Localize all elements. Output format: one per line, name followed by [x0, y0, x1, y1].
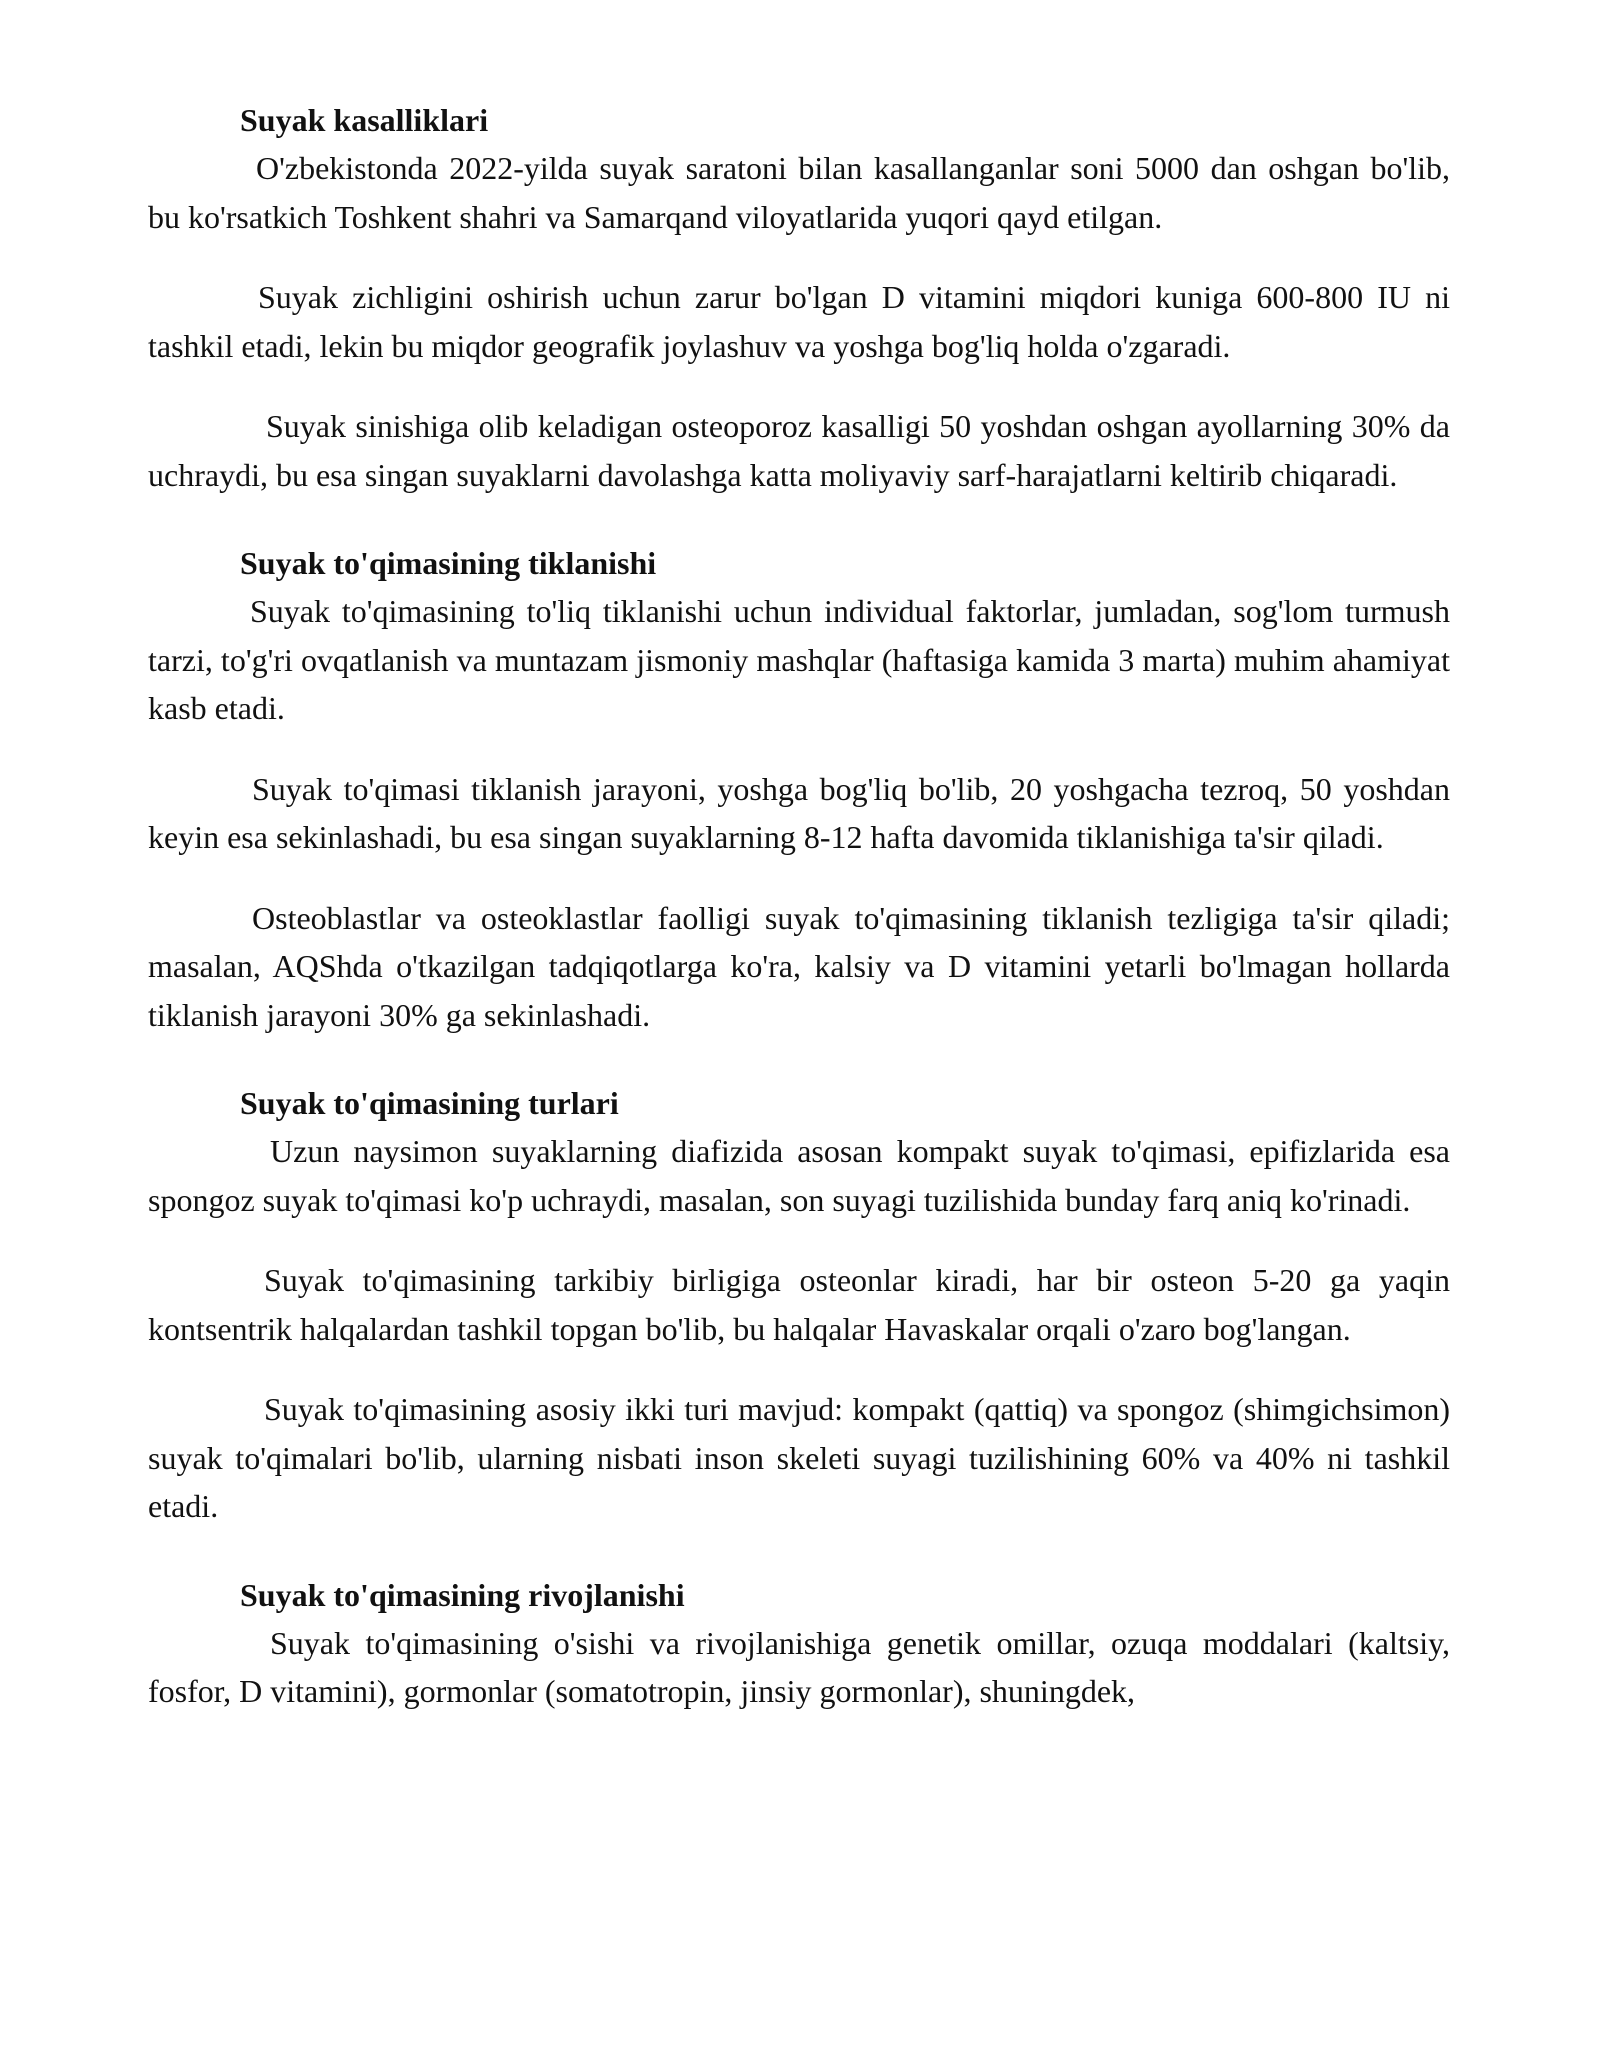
section-suyak-toqimasining-tiklanishi [148, 539, 1450, 1039]
document-page [148, 96, 1450, 1756]
section-heading: Suyak to'qimasining tiklanishi [240, 545, 657, 581]
paragraph: Uzun naysimon suyaklarning diafizida asosan kompakt suyak to'qimasi, epifizlarida esa spongoz suyak to'qimasi ko'p uchraydi, masalan, son suyagi tuzilishida bunday farq aniq ko'rinadi. [148, 1133, 1450, 1218]
section-heading: Suyak to'qimasining rivojlanishi [240, 1576, 685, 1613]
section-suyak-toqimasining-rivojlanishi [148, 1571, 1450, 1716]
paragraph: Suyak to'qimasining o'sishi va rivojlanishiga genetik omillar, ozuqa moddalari (kaltsiy, fosfor, D vitamini), gormonlar (somatotropin, jinsiy gormonlar), shuningdek, [148, 1624, 1450, 1709]
section-heading: Suyak to'qimasining turlari [240, 1085, 619, 1121]
section-suyak-kasalliklari [148, 96, 1450, 499]
paragraph: Suyak to'qimasining tarkibiy birligiga osteonlar kiradi, har bir osteon 5-20 ga yaqin kontsentrik halqalardan tashkil topgan bo'lib, bu halqalar Havaskalar orqali o'zaro bog'langan. [148, 1262, 1450, 1347]
paragraph: Osteoblastlar va osteoklastlar faolligi suyak to'qimasining tiklanish tezligiga ta'sir qiladi; masalan, AQShda o'tkazilgan tadqiqotlarga ko'ra, kalsiy va D vitamini yetarli bo'lmagan hollarda tiklanish jarayoni 30% ga sekinlashadi. [148, 899, 1450, 1033]
paragraph: Suyak to'qimasining to'liq tiklanishi uchun individual faktorlar, jumladan, sog'lom turmush tarzi, to'g'ri ovqatlanish va muntazam jismoniy mashqlar (haftasiga kamida 3 marta) muhim ahamiyat kasb etadi. [148, 593, 1450, 726]
paragraph: Suyak to'qimasi tiklanish jarayoni, yoshga bog'liq bo'lib, 20 yoshgacha tezroq, 50 yoshdan keyin esa sekinlashadi, bu esa singan suyaklarning 8-12 hafta davomida tiklanishiga ta'sir qiladi. [148, 770, 1450, 855]
section-heading: Suyak kasalliklari [240, 102, 489, 138]
paragraph: O'zbekistonda 2022-yilda suyak saratoni bilan kasallanganlar soni 5000 dan oshgan bo'lib, bu ko'rsatkich Toshkent shahri va Samarqand viloyatlarida yuqori qayd etilgan. [148, 150, 1450, 235]
paragraph: Suyak zichligini oshirish uchun zarur bo'lgan D vitamini miqdori kuniga 600-800 IU ni tashkil etadi, lekin bu miqdor geografik joylashuv va yoshga bog'liq holda o'zgaradi. [148, 279, 1450, 364]
paragraph: Suyak sinishiga olib keladigan osteoporoz kasalligi 50 yoshdan oshgan ayollarning 30% da uchraydi, bu esa singan suyaklarni davolashga katta moliyaviy sarf-harajatlarni keltirib chiqaradi. [148, 408, 1450, 493]
section-suyak-toqimasining-turlari [148, 1079, 1450, 1531]
paragraph: Suyak to'qimasining asosiy ikki turi mavjud: kompakt (qattiq) va spongoz (shimgichsimon) suyak to'qimalari bo'lib, ularning nisbati inson skeleti suyagi tuzilishining 60% va 40% ni tashkil etadi. [148, 1391, 1450, 1524]
